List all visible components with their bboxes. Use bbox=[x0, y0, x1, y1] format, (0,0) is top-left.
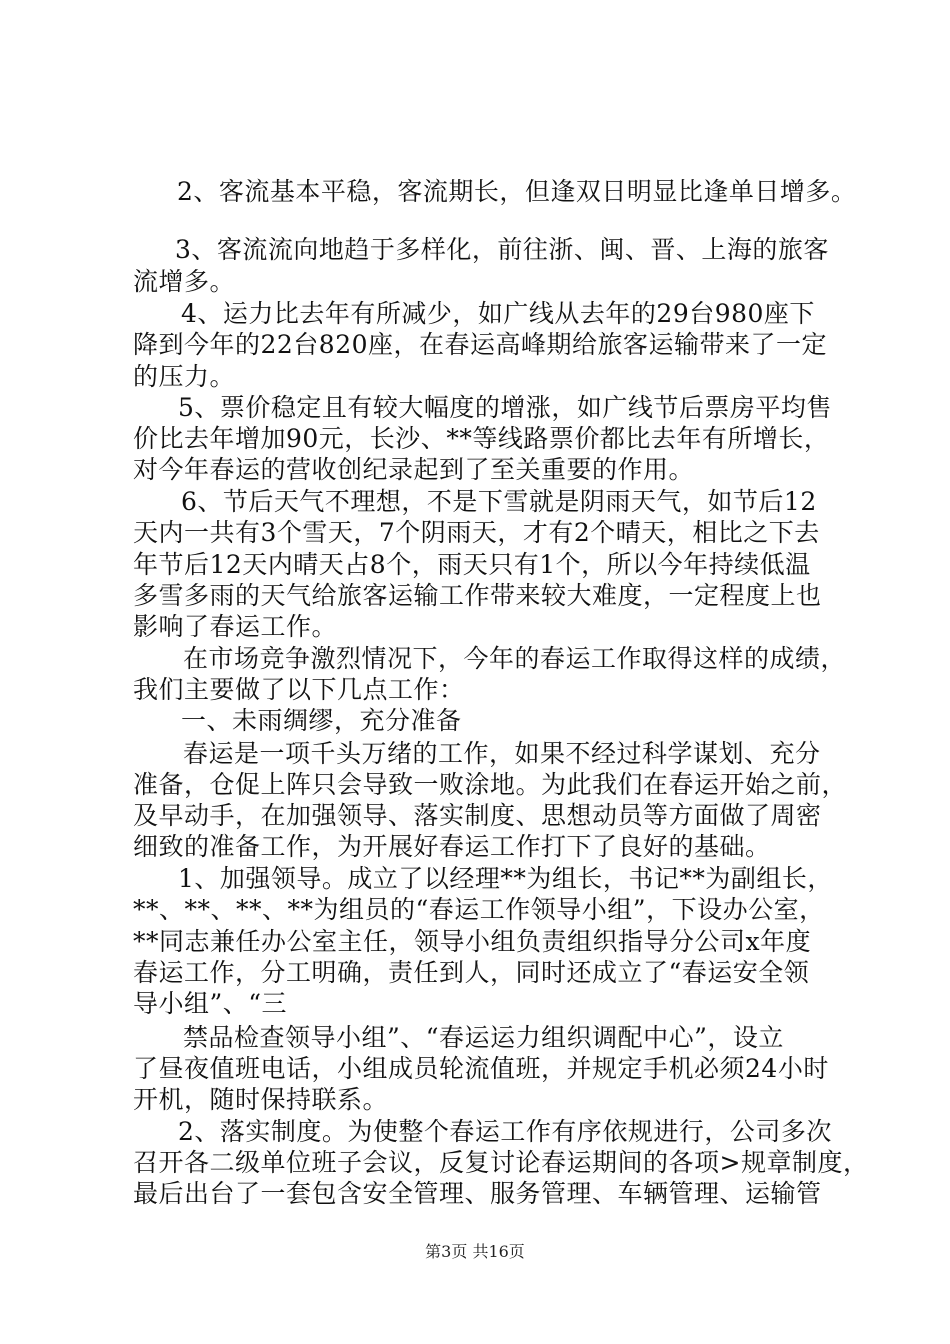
paragraph-line: 在市场竞争激烈情况下，今年的春运工作取得这样的成绩， bbox=[183, 644, 847, 673]
paragraph-line: 召开各二级单位班子会议，反复讨论春运期间的各项>规章制度， bbox=[133, 1148, 869, 1177]
section-heading: 一、未雨绸缪，充分准备 bbox=[181, 706, 462, 735]
paragraph-line: 2、落实制度。为使整个春运工作有序依规进行，公司多次 bbox=[178, 1117, 832, 1146]
paragraph-line: 1、加强领导。成立了以经理**为组长，书记**为副组长， bbox=[178, 864, 833, 893]
paragraph-line: 流增多。 bbox=[133, 267, 236, 296]
paragraph-line: 准备，仓促上阵只会导致一败涂地。为此我们在春运开始之前， bbox=[133, 770, 848, 799]
paragraph-line: 6、节后天气不理想，不是下雪就是阴雨天气，如节后12 bbox=[181, 487, 817, 516]
paragraph-line: 及早动手，在加强领导、落实制度、思想动员等方面做了周密 bbox=[133, 801, 822, 830]
paragraph-line: 导小组”、“三 bbox=[133, 989, 288, 1018]
paragraph-line: 2、客流基本平稳，客流期长，但逢双日明显比逢单日增多。 bbox=[177, 177, 857, 206]
paragraph-line: 5、票价稳定且有较大幅度的增涨，如广线节后票房平均售 bbox=[178, 393, 832, 422]
paragraph-line: 天内一共有3个雪天，7个阴雨天，才有2个晴天，相比之下去 bbox=[133, 518, 820, 547]
paragraph-line: 的压力。 bbox=[133, 362, 236, 391]
paragraph-line: 禁品检查领导小组”、“春运运力组织调配中心”，设立 bbox=[183, 1023, 784, 1052]
paragraph-line: **、**、**、**为组员的“春运工作领导小组”，下设办公室， bbox=[133, 895, 825, 924]
paragraph-line: 价比去年增加90元，长沙、**等线路票价都比去年有所增长， bbox=[133, 424, 830, 453]
paragraph-line: 我们主要做了以下几点工作： bbox=[133, 675, 465, 704]
paragraph-line: 对今年春运的营收创纪录起到了至关重要的作用。 bbox=[133, 455, 695, 484]
paragraph-line: 了昼夜值班电话，小组成员轮流值班，并规定手机必须24小时 bbox=[133, 1054, 829, 1083]
paragraph-line: 降到今年的22台820座，在春运高峰期给旅客运输带来了一定 bbox=[133, 330, 828, 359]
paragraph-line: 春运工作，分工明确，责任到人，同时还成立了“春运安全领 bbox=[133, 958, 810, 987]
page-number-footer: 第3页 共16页 bbox=[425, 1242, 525, 1261]
paragraph-line: 细致的准备工作，为开展好春运工作打下了良好的基础。 bbox=[133, 832, 771, 861]
paragraph-line: 开机，随时保持联系。 bbox=[133, 1085, 389, 1114]
paragraph-line: 年节后12天内晴天占8个，雨天只有1个，所以今年持续低温 bbox=[133, 550, 811, 579]
paragraph-line: 春运是一项千头万绪的工作，如果不经过科学谋划、充分 bbox=[183, 739, 821, 768]
paragraph-line: 最后出台了一套包含安全管理、服务管理、车辆管理、运输管 bbox=[133, 1179, 822, 1208]
paragraph-line: 4、运力比去年有所减少，如广线从去年的29台980座下 bbox=[181, 299, 815, 328]
paragraph-line: 多雪多雨的天气给旅客运输工作带来较大难度，一定程度上也 bbox=[133, 581, 822, 610]
paragraph-line: 3、客流流向地趋于多样化，前往浙、闽、晋、上海的旅客 bbox=[175, 235, 829, 264]
paragraph-line: 影响了春运工作。 bbox=[133, 612, 338, 641]
paragraph-line: **同志兼任办公室主任，领导小组负责组织指导分公司x年度 bbox=[133, 927, 812, 956]
